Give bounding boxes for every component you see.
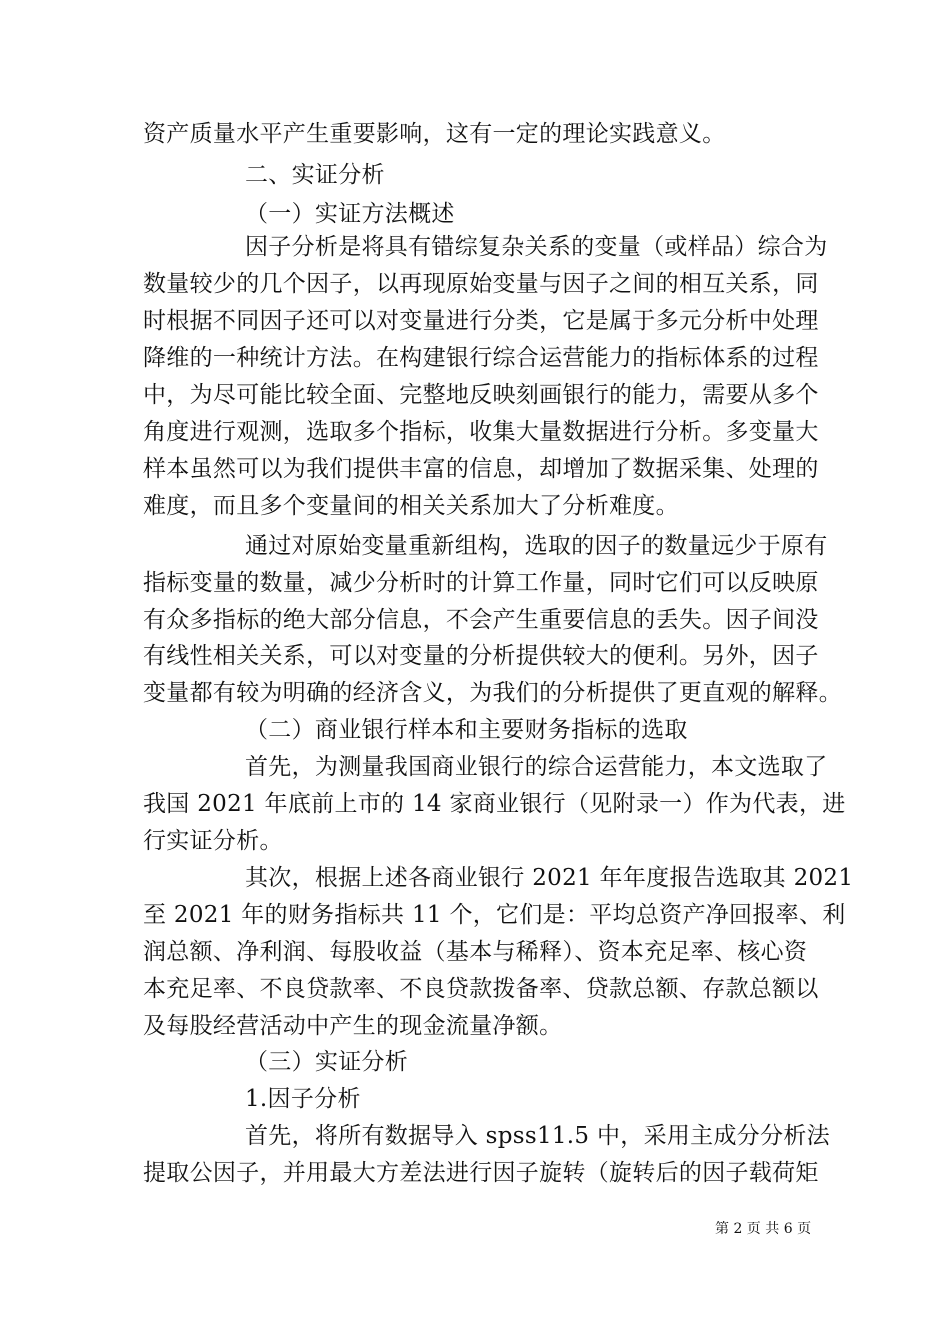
- text-line: 变量都有较为明确的经济含义，为我们的分析提供了更直观的解释。: [143, 680, 842, 706]
- text-line: 数量较少的几个因子，以再现原始变量与因子之间的相互关系，同: [143, 271, 819, 297]
- text-line: 降维的一种统计方法。在构建银行综合运营能力的指标体系的过程: [143, 345, 819, 371]
- section-heading: 二、实证分析: [245, 162, 385, 188]
- numbered-heading: 1.因子分析: [245, 1086, 361, 1112]
- text-line: 首先，将所有数据导入 spss11.5 中，采用主成分分析法: [245, 1123, 830, 1149]
- text-line: 其次，根据上述各商业银行 2021 年年度报告选取其 2021: [245, 865, 854, 891]
- text-line: 本充足率、不良贷款率、不良贷款拨备率、贷款总额、存款总额以: [143, 976, 819, 1002]
- text-line: 至 2021 年的财务指标共 11 个，它们是：平均总资产净回报率、利: [143, 902, 846, 928]
- text-line: 通过对原始变量重新组构，选取的因子的数量远少于原有: [245, 533, 828, 559]
- text-line: 中，为尽可能比较全面、完整地反映刻画银行的能力，需要从多个: [143, 382, 819, 408]
- text-line: 时根据不同因子还可以对变量进行分类，它是属于多元分析中处理: [143, 308, 819, 334]
- text-line: 行实证分析。: [143, 828, 283, 854]
- text-line: 因子分析是将具有错综复杂关系的变量（或样品）综合为: [245, 234, 828, 260]
- text-line: 及每股经营活动中产生的现金流量净额。: [143, 1013, 563, 1039]
- subsection-heading: （三）实证分析: [245, 1049, 409, 1075]
- text-line: 角度进行观测，选取多个指标，收集大量数据进行分析。多变量大: [143, 419, 819, 445]
- subsection-heading: （二）商业银行样本和主要财务指标的选取: [245, 717, 688, 743]
- text-line: 样本虽然可以为我们提供丰富的信息，却增加了数据采集、处理的: [143, 456, 819, 482]
- text-line: 润总额、净利润、每股收益（基本与稀释）、资本充足率、核心资: [143, 939, 808, 965]
- subsection-heading: （一）实证方法概述: [245, 201, 455, 227]
- page-number: 第 2 页 共 6 页: [715, 1221, 812, 1237]
- text-line: 首先，为测量我国商业银行的综合运营能力，本文选取了: [245, 754, 828, 780]
- text-line: 资产质量水平产生重要影响，这有一定的理论实践意义。: [143, 121, 726, 147]
- text-line: 我国 2021 年底前上市的 14 家商业银行（见附录一）作为代表，进: [143, 791, 846, 817]
- text-line: 有线性相关关系，可以对变量的分析提供较大的便利。另外，因子: [143, 643, 819, 669]
- text-line: 难度，而且多个变量间的相关关系加大了分析难度。: [143, 493, 679, 519]
- text-line: 提取公因子，并用最大方差法进行因子旋转（旋转后的因子载荷矩: [143, 1160, 819, 1186]
- text-line: 指标变量的数量，减少分析时的计算工作量，同时它们可以反映原: [143, 570, 819, 596]
- text-line: 有众多指标的绝大部分信息，不会产生重要信息的丢失。因子间没: [143, 607, 819, 633]
